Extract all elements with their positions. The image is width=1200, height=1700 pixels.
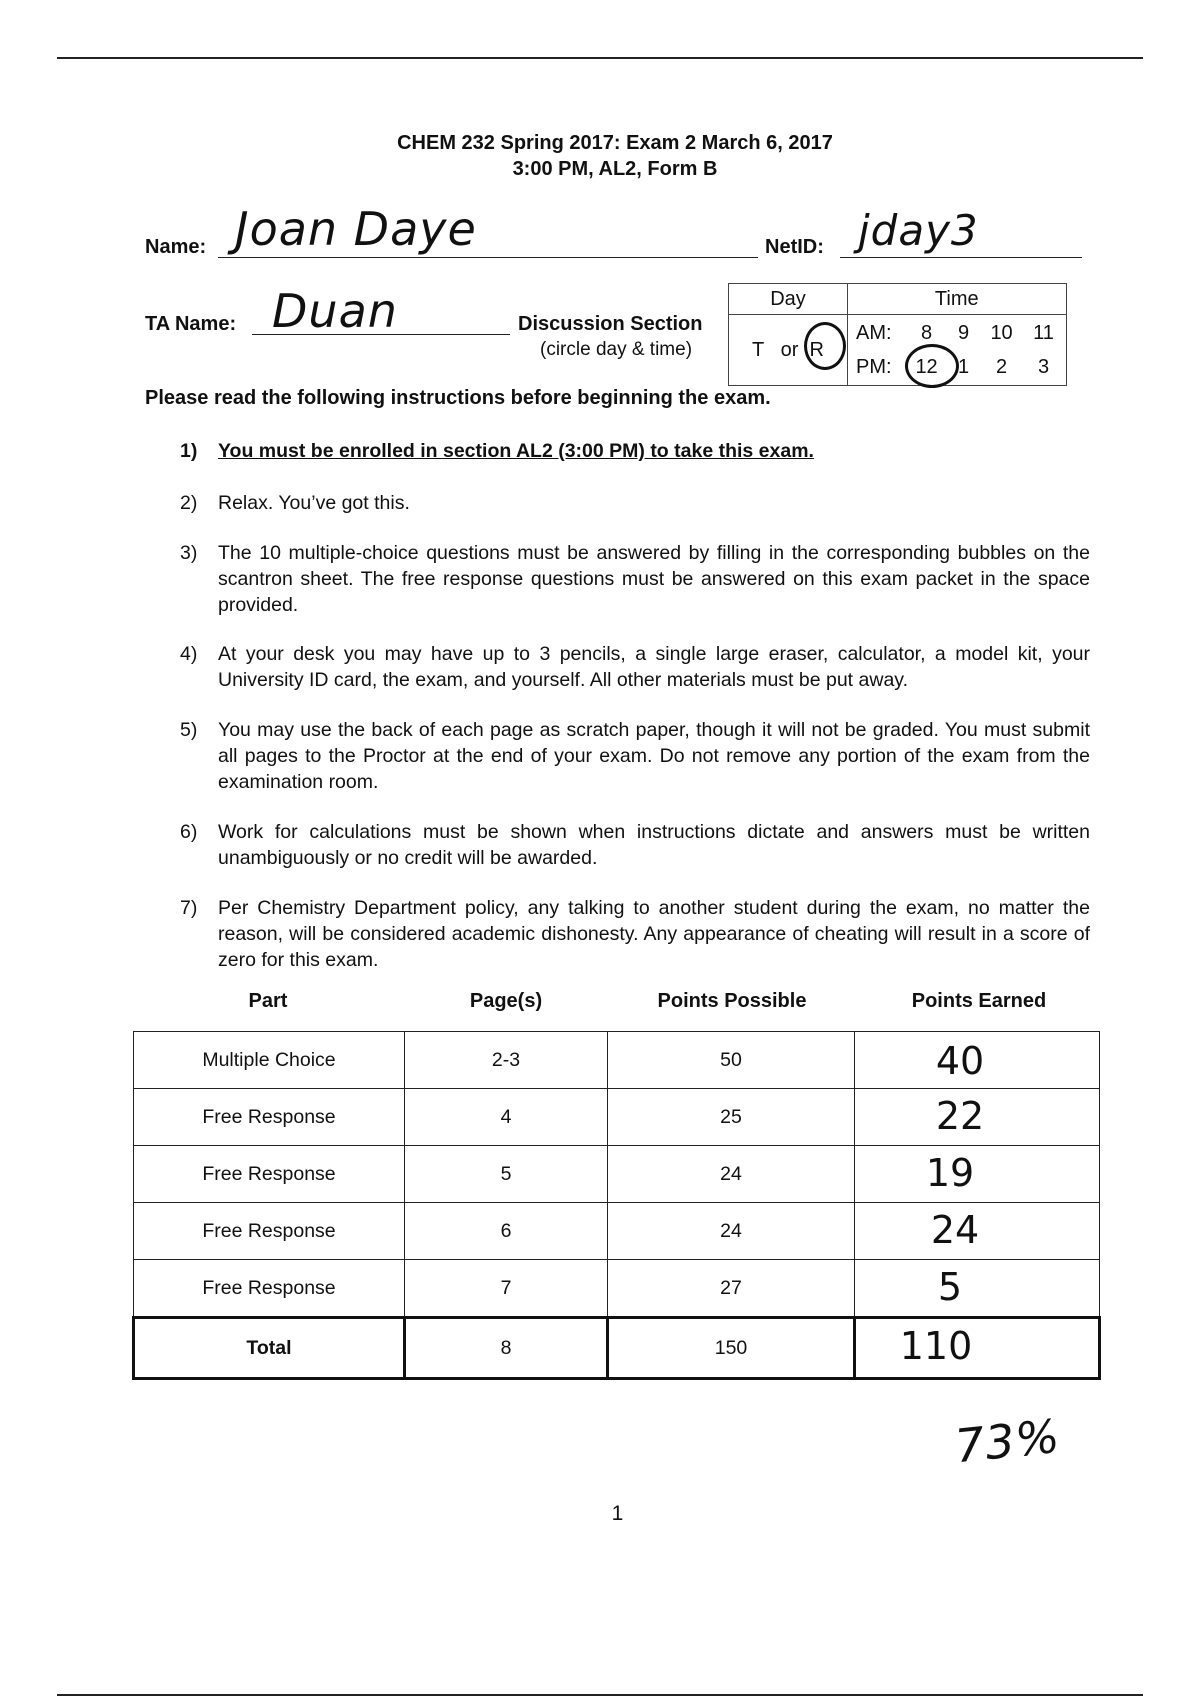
instruction-item: 5) You may use the back of each page as scratch paper, though it will not be graded. You must submit all pages to the Proctor at the end of your exam. Do not remove any portion of the exam from the examination room. <box>180 719 1090 793</box>
earned-value: 5 <box>937 1265 963 1309</box>
exam-title-line1: CHEM 232 Spring 2017: Exam 2 March 6, 2017 <box>397 132 833 154</box>
total-row: Total 8 150 110 <box>134 1318 1100 1379</box>
instruction-item: 3) The 10 multiple-choice questions must be answered by filling in the corresponding bubbles on the scantron sheet. The free response questions must be answered on this exam packet in the space provided. <box>180 542 1090 616</box>
time-am-11[interactable]: 11 <box>1033 322 1054 344</box>
instruction-item: 1) You must be enrolled in section AL2 (3:00 PM) to take this exam. <box>180 440 814 462</box>
instruction-item: 7) Per Chemistry Department policy, any talking to another student during the exam, no matter the reason, will be considered academic dishonesty. Any appearance of cheating will result in a score of zero for this exam. <box>180 897 1090 971</box>
name-line[interactable] <box>218 257 758 258</box>
time-pm-12[interactable]: 12 <box>915 356 938 378</box>
time-circle-mark <box>905 344 959 388</box>
section-note: (circle day & time) <box>540 339 693 360</box>
page-number: 1 <box>611 1502 624 1525</box>
time-am-10[interactable]: 10 <box>990 322 1013 344</box>
time-pm-3[interactable]: 3 <box>1038 356 1050 378</box>
instructions-heading: Please read the following instructions before beginning the exam. <box>145 387 771 409</box>
netid-line[interactable] <box>840 257 1082 258</box>
instruction-item: 4) At your desk you may have up to 3 pencils, a single large eraser, calculator, a model kit, your University ID card, the exam, and yourself. All other materials must be put away. <box>180 643 1090 691</box>
time-pm-1[interactable]: 1 <box>958 356 970 378</box>
score-table <box>132 1031 1101 1380</box>
bottom-rule <box>57 1694 1143 1696</box>
earned-value: 40 <box>935 1039 985 1083</box>
earned-value: 19 <box>925 1151 975 1195</box>
ta-value: Duan <box>272 284 398 338</box>
netid-label: NetID: <box>765 236 824 258</box>
section-table <box>728 283 1067 386</box>
total-earned-value: 110 <box>899 1324 973 1368</box>
section-label: Discussion Section <box>518 313 703 335</box>
col-header-part: Part <box>248 990 288 1012</box>
time-pm-2[interactable]: 2 <box>996 356 1008 378</box>
percent-score: 73% <box>952 1408 1063 1474</box>
table-row: Free Response 6 24 24 <box>134 1203 1100 1260</box>
table-row: Free Response 4 25 22 <box>134 1089 1100 1146</box>
time-header-cell: Time <box>848 284 1067 315</box>
instruction-item: 6) Work for calculations must be shown when instructions dictate and answers must be written unambiguously or no credit will be awarded. <box>180 821 1090 869</box>
time-am-8[interactable]: 8 <box>921 322 933 344</box>
instruction-item: 2) Relax. You’ve got this. <box>180 492 410 514</box>
am-row: AM: 8 9 10 11 <box>856 316 1066 350</box>
top-rule <box>57 57 1143 59</box>
earned-value: 22 <box>935 1094 985 1138</box>
table-row: Free Response 5 24 19 <box>134 1146 1100 1203</box>
day-header-cell: Day <box>729 284 848 315</box>
earned-value: 24 <box>930 1208 980 1252</box>
ta-label: TA Name: <box>145 313 237 335</box>
col-header-earned: Points Earned <box>911 990 1047 1012</box>
time-am-9[interactable]: 9 <box>958 322 970 344</box>
pm-row: PM: 12 1 2 3 <box>856 350 1066 384</box>
day-option-r[interactable]: R <box>809 338 824 361</box>
col-header-possible: Points Possible <box>657 990 807 1012</box>
col-header-pages: Page(s) <box>469 990 543 1012</box>
table-row: Free Response 7 27 5 <box>134 1260 1100 1318</box>
exam-title-line2: 3:00 PM, AL2, Form B <box>512 158 718 180</box>
time-options-cell <box>848 315 1067 386</box>
netid-value: jday3 <box>858 206 979 255</box>
table-row: Multiple Choice 2-3 50 40 <box>134 1032 1100 1089</box>
day-or: or <box>780 338 799 361</box>
name-label: Name: <box>145 236 207 258</box>
day-option-t[interactable]: T <box>752 338 764 361</box>
day-circle-mark <box>804 322 846 370</box>
name-value: Joan Daye <box>235 202 477 256</box>
